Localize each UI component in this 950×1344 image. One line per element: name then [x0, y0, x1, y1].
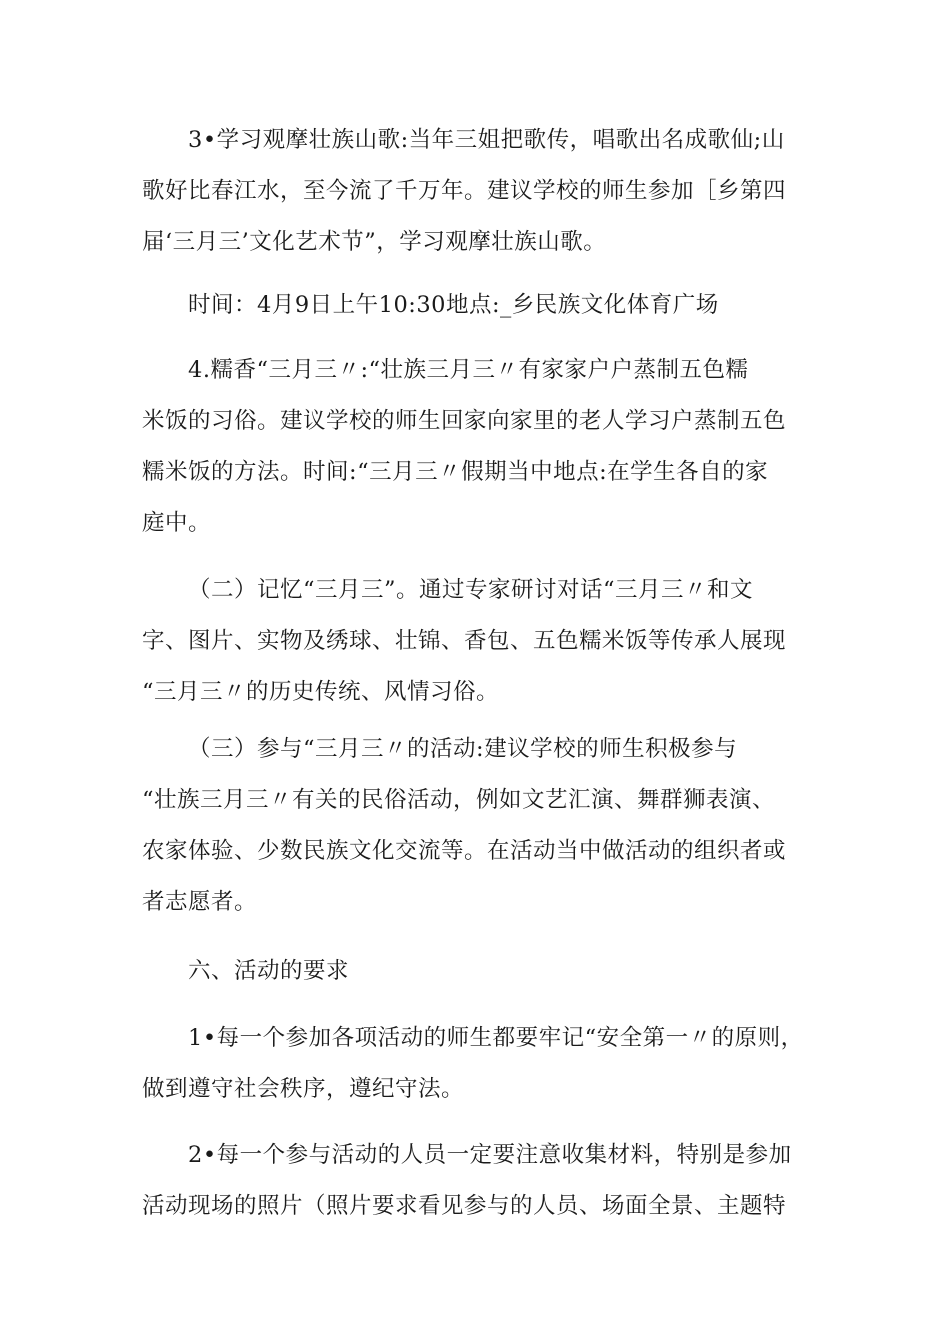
text-line: 4.糯香“三月三〃:“壮族三月三〃有家家户户蒸制五色糯	[188, 357, 749, 383]
text-line: 时间：4月9日上午10:30地点:_乡民族文化体育广场	[188, 292, 719, 318]
text-line: 做到遵守社会秩序，遵纪守法。	[142, 1076, 465, 1102]
paragraph-materials	[142, 1130, 810, 1232]
section-heading-requirements	[142, 946, 810, 997]
paragraph-participate	[142, 724, 810, 928]
text-line: “三月三〃的历史传统、风情习俗。	[142, 679, 500, 705]
heading-text: 六、活动的要求	[188, 958, 350, 984]
text-line: “壮族三月三〃有关的民俗活动，例如文艺汇演、舞群狮表演、	[142, 787, 776, 813]
text-line: 字、图片、实物及绣球、壮锦、香包、五色糯米饭等传承人展现	[142, 628, 787, 654]
text-line: 活动现场的照片（照片要求看见参与的人员、场面全景、主题特	[142, 1193, 787, 1219]
text-line: 歌好比春江水，至今流了千万年。建议学校的师生参加［乡第四	[142, 178, 787, 204]
text-line: 届‘三月三’文化艺术节”，学习观摩壮族山歌。	[142, 229, 607, 255]
text-line: （二）记忆“三月三”。通过专家研讨对话“三月三〃和文	[188, 577, 754, 603]
text-line: 糯米饭的方法。时间:“三月三〃假期当中地点:在学生各自的家	[142, 459, 769, 485]
text-line: 庭中。	[142, 510, 212, 536]
paragraph-safety	[142, 1013, 810, 1115]
text-line: 3•学习观摩壮族山歌:当年三姐把歌传，唱歌出名成歌仙;山	[188, 127, 785, 153]
paragraph-folk-song	[142, 115, 810, 268]
text-line: 米饭的习俗。建议学校的师生回家向家里的老人学习户蒸制五色	[142, 408, 787, 434]
text-line: （三）参与“三月三〃的活动:建议学校的师生积极参与	[188, 736, 738, 762]
paragraph-glutinous-rice	[142, 345, 810, 549]
paragraph-memory	[142, 565, 810, 718]
text-line: 2•每一个参与活动的人员一定要注意收集材料，特别是参加	[188, 1142, 792, 1168]
text-line: 农家体验、少数民族文化交流等。在活动当中做活动的组织者或	[142, 838, 787, 864]
paragraph-time-place	[142, 280, 810, 331]
text-line: 1•每一个参加各项活动的师生都要牢记“安全第一〃的原则，	[188, 1025, 804, 1051]
text-line: 者志愿者。	[142, 889, 258, 915]
